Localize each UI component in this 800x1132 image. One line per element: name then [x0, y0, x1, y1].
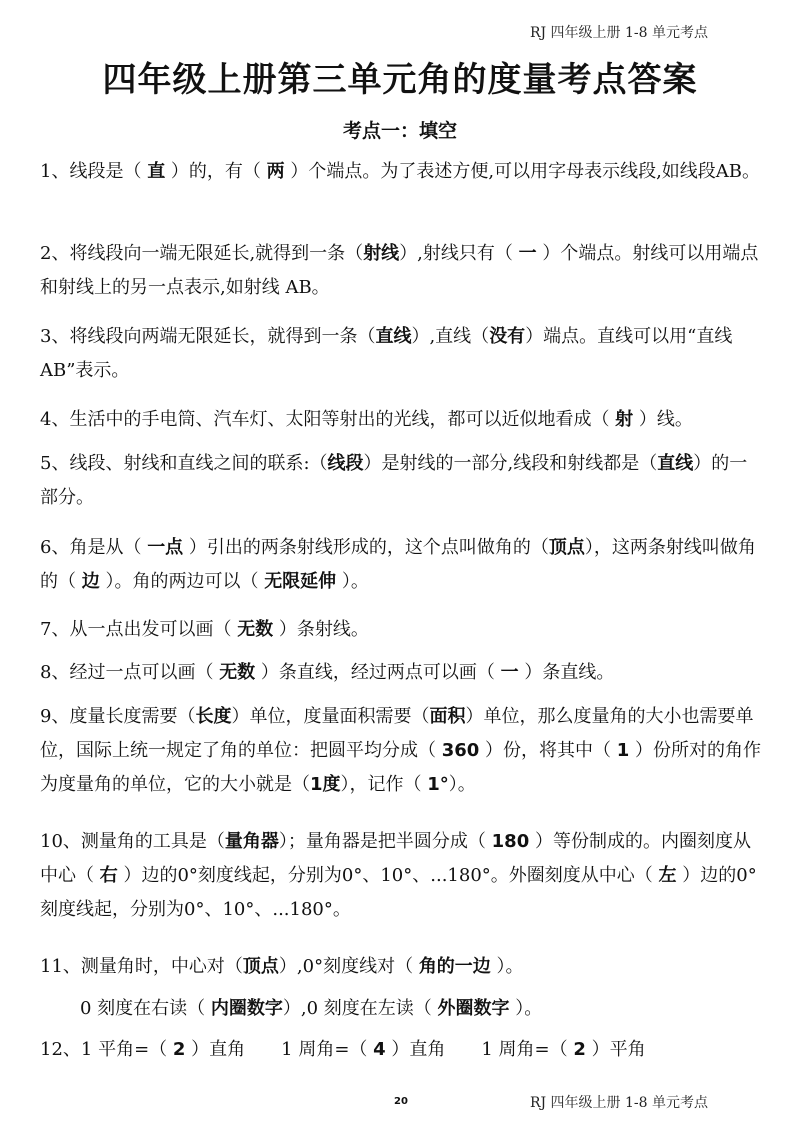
answer-text: 没有 [489, 326, 526, 347]
question-text: ），这两条射线叫做角的（ [40, 537, 756, 592]
answer-text: 角的一边 [418, 956, 491, 977]
question-text: ）是射线的一部分,线段和射线都是（ [363, 453, 658, 474]
question-text: ）,0°刻度线对（ [278, 956, 419, 977]
question-text: ）边的0°刻度线起，分别为0°、10°、...180°。外圈刻度从中心（ [117, 865, 659, 886]
answer-text: 2 [573, 1039, 586, 1060]
question-item [40, 237, 765, 305]
question-item [40, 825, 765, 927]
answer-text: 射线 [363, 243, 400, 264]
section-subtitle: 考点一：填空 [342, 120, 457, 142]
answer-text: 4 [373, 1039, 386, 1060]
question-text: ）边的0°刻度线起，分别为0°、10°、...180°。 [40, 865, 757, 920]
question-text: 8、经过一点可以画（ [40, 662, 220, 683]
question-text: ）线。 [633, 409, 693, 430]
question-text: ）。角的两边可以（ [99, 571, 265, 592]
question-text: ）引出的两条射线形成的，这个点叫做角的（ [183, 537, 549, 558]
question-text: ）端点。直线可以用“直线 AB”表示。 [40, 326, 733, 381]
question-text: ）的，有（ [165, 161, 267, 182]
question-item [40, 1033, 765, 1067]
question-text: ）等份制成的。内圈刻度从中心（ [40, 831, 751, 886]
answer-text: 两 [266, 161, 285, 182]
answer-text: 左 [658, 865, 677, 886]
answer-text: 内圈数字 [210, 998, 283, 1019]
question-text: 6、角是从（ [40, 537, 148, 558]
answer-text: 射 [615, 409, 634, 430]
answer-text: 顶点 [548, 537, 585, 558]
question-text: 7、从一点出发可以画（ [40, 619, 238, 640]
answer-text: 直线 [375, 326, 412, 347]
question-text: ）。 [336, 571, 369, 592]
answer-text: 一 [500, 662, 519, 683]
question-text: ）份所对的角作为度量角的单位，它的大小就是（ [40, 740, 762, 795]
question-text: ）。 [448, 774, 476, 795]
answer-text: 无数 [237, 619, 274, 640]
answer-text: 量角器 [224, 831, 279, 852]
question-text: ）直角 1 周角=（ [185, 1039, 374, 1060]
question-text: ）。 [490, 956, 524, 977]
answer-text: 边 [81, 571, 100, 592]
question-item [80, 992, 800, 1026]
answer-text: 一 [518, 243, 537, 264]
question-item [40, 613, 765, 647]
question-text: ）个端点。射线可以用端点和射线上的另一点表示,如射线 AB。 [40, 243, 759, 298]
question-text: 2、将线段向一端无限延长,就得到一条（ [40, 243, 364, 264]
answer-text: 顶点 [242, 956, 279, 977]
question-text: 11、测量角时，中心对（ [40, 956, 243, 977]
question-text: ）条直线。 [518, 662, 615, 683]
question-text: ）份，将其中（ [479, 740, 617, 761]
answer-text: 无限延伸 [264, 571, 337, 592]
page-number: 20 [394, 1096, 408, 1107]
question-text: ）；量角器是把半圆分成（ [278, 831, 492, 852]
running-footer: RJ 四年级上册 1-8 单元考点 [529, 1095, 708, 1111]
question-text: 0 刻度在右读（ [80, 998, 211, 1019]
answer-text: 长度 [195, 706, 232, 727]
answer-text: 360 [441, 740, 480, 761]
question-text: ）的一部分。 [40, 453, 748, 508]
answer-text: 直线 [657, 453, 694, 474]
question-text: ）平角 [585, 1039, 646, 1060]
question-text: 4、生活中的手电筒、汽车灯、太阳等射出的光线，都可以近似地看成（ [40, 409, 616, 430]
question-text: 5、线段、射线和直线之间的联系:（ [40, 453, 328, 474]
question-text: 9、度量长度需要（ [40, 706, 196, 727]
answer-text: 面积 [429, 706, 466, 727]
question-item [40, 700, 765, 802]
question-text: ）,射线只有（ [399, 243, 519, 264]
answer-text: 右 [99, 865, 118, 886]
running-header: RJ 四年级上册 1-8 单元考点 [529, 25, 708, 41]
question-text: ）,0 刻度在左读（ [282, 998, 438, 1019]
answer-text: 线段 [327, 453, 364, 474]
question-item [40, 950, 765, 984]
question-item [40, 656, 765, 690]
question-text: ）,直线（ [411, 326, 490, 347]
question-text: 3、将线段向两端无限延长，就得到一条（ [40, 326, 376, 347]
page-title: 四年级上册第三单元角的度量考点答案 [102, 60, 698, 100]
answer-text: 1 [616, 740, 630, 761]
question-text: ）。 [509, 998, 543, 1019]
question-item [40, 320, 765, 388]
question-text: 10、测量角的工具是（ [40, 831, 225, 852]
question-item [40, 531, 765, 599]
question-text: ）个端点。为了表述方便,可以用字母表示线段,如线段AB。 [284, 161, 761, 182]
answer-text: 1° [427, 774, 449, 795]
question-text: ）单位，那么度量角的大小也需要单位，国际上统一规定了角的单位：把圆平均分成（ [40, 706, 754, 761]
question-text: 1、线段是（ [40, 161, 148, 182]
question-text: ），记作（ [340, 774, 428, 795]
question-item [40, 447, 765, 515]
answer-text: 直 [147, 161, 166, 182]
answer-text: 180 [491, 831, 530, 852]
answer-text: 2 [172, 1039, 186, 1060]
question-text: ）单位，度量面积需要（ [231, 706, 430, 727]
question-text: 12、1 平角=（ [40, 1039, 173, 1060]
question-item [40, 155, 765, 189]
answer-text: 外圈数字 [437, 998, 510, 1019]
question-text: ）直角 1 周角=（ [385, 1039, 574, 1060]
answer-text: 无数 [219, 662, 256, 683]
answer-text: 1度 [310, 774, 341, 795]
question-item [40, 403, 765, 437]
question-text: ）条直线，经过两点可以画（ [255, 662, 501, 683]
answer-text: 一点 [147, 537, 184, 558]
question-text: ）条射线。 [273, 619, 369, 640]
